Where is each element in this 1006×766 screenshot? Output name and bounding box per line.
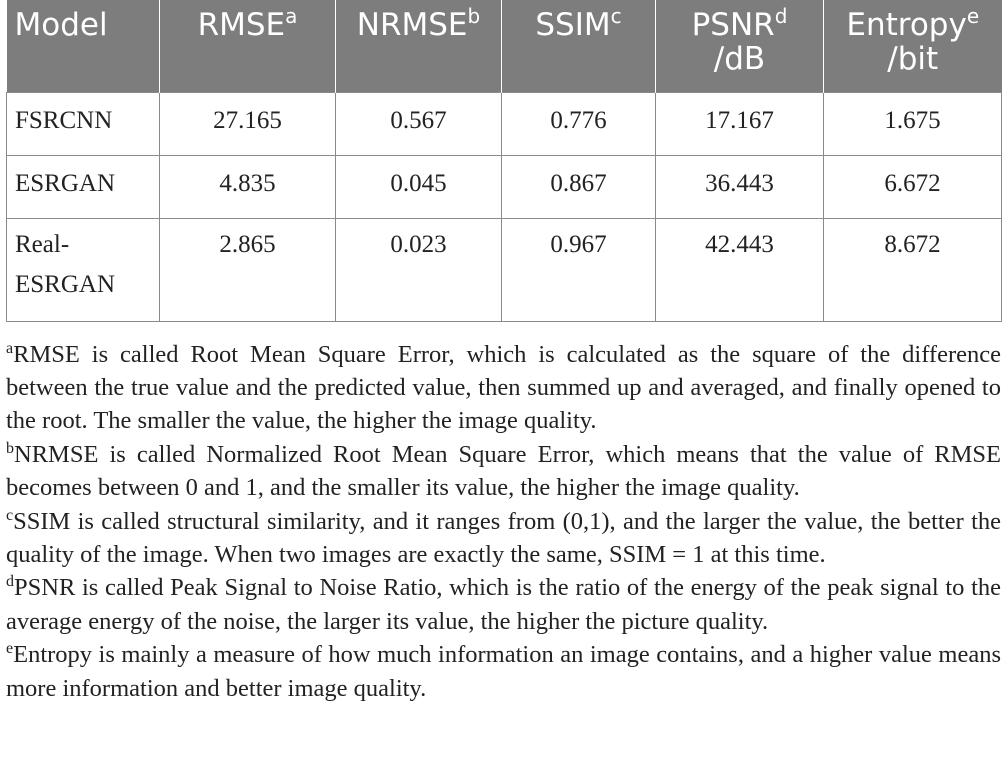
table-row xyxy=(7,155,1002,218)
cell-rmse: 4.835 xyxy=(160,155,336,218)
footnote-b xyxy=(6,438,1001,505)
cell-model: ESRGAN xyxy=(7,155,160,218)
cell-nrmse: 0.567 xyxy=(336,92,502,155)
cell-model: FSRCNN xyxy=(7,92,160,155)
footnote-mark: a xyxy=(285,4,298,28)
cell-psnr: 17.167 xyxy=(656,92,824,155)
footnote-a xyxy=(6,338,1001,438)
footnote-mark: a xyxy=(6,339,14,357)
cell-entropy: 1.675 xyxy=(824,92,1002,155)
header-psnr: PSNR$^d$ /dB xyxy=(656,0,824,92)
header-row xyxy=(7,0,1002,92)
header-rmse: RMSE$^a$ xyxy=(160,0,336,92)
header-ssim: SSIM$^c$ xyxy=(502,0,656,92)
footnote-c xyxy=(6,505,1001,572)
cell-rmse: 27.165 xyxy=(160,92,336,155)
cell-ssim: 0.867 xyxy=(502,155,656,218)
footnote-text: NRMSE is called Normalized Root Mean Square Error, which means that the value of RMSE becomes between 0 and 1, and the smaller its value, the higher the image quality. xyxy=(6,440,1001,502)
header-nrmse: NRMSE$^b$ xyxy=(336,0,502,92)
footnote-e xyxy=(6,638,1001,705)
table-row xyxy=(7,92,1002,155)
footnote-mark: b xyxy=(467,4,481,28)
footnote-d xyxy=(6,571,1001,638)
footnote-mark: c xyxy=(6,506,14,524)
cell-entropy: 6.672 xyxy=(824,155,1002,218)
footnote-text: RMSE is called Root Mean Square Error, which is calculated as the square of the difference between the true value and the predicted value, then summed up and averaged, and finally opened to the root. The smaller the value, the higher the image quality. xyxy=(6,340,1001,435)
cell-model: Real-ESRGAN xyxy=(7,218,160,321)
table-footnotes xyxy=(6,338,1001,705)
header-entropy-unit: /bit xyxy=(887,41,939,77)
table-row xyxy=(7,218,1002,321)
footnote-text: Entropy is mainly a measure of how much information an image contains, and a higher value means more information and better image quality. xyxy=(6,641,1001,702)
header-entropy: Entropy$^e$ /bit xyxy=(824,0,1002,92)
cell-ssim: 0.967 xyxy=(502,218,656,321)
footnote-mark: e xyxy=(966,4,980,28)
footnote-mark: d xyxy=(774,4,788,28)
footnote-mark: e xyxy=(6,640,14,658)
footnote-text: PSNR is called Peak Signal to Noise Ratio, which is the ratio of the energy of the peak signal to the average energy of the noise, the larger its value, the higher the picture quality. xyxy=(6,574,1001,635)
footnote-mark: c xyxy=(610,4,622,28)
footnote-mark: d xyxy=(6,573,14,591)
cell-psnr: 36.443 xyxy=(656,155,824,218)
header-model: Model xyxy=(7,0,160,92)
header-psnr-unit: /dB xyxy=(713,41,766,77)
cell-rmse: 2.865 xyxy=(160,218,336,321)
cell-nrmse: 0.045 xyxy=(336,155,502,218)
cell-nrmse: 0.023 xyxy=(336,218,502,321)
cell-ssim: 0.776 xyxy=(502,92,656,155)
cell-psnr: 42.443 xyxy=(656,218,824,321)
footnote-mark: b xyxy=(6,439,14,457)
metrics-table-container xyxy=(6,0,1001,705)
footnote-text: SSIM is called structural similarity, and it ranges from (0,1), and the larger the value, the better the quality of the image. When two images are exactly the same, SSIM = 1 at this time. xyxy=(6,507,1001,568)
cell-entropy: 8.672 xyxy=(824,218,1002,321)
metrics-table xyxy=(6,0,1002,322)
